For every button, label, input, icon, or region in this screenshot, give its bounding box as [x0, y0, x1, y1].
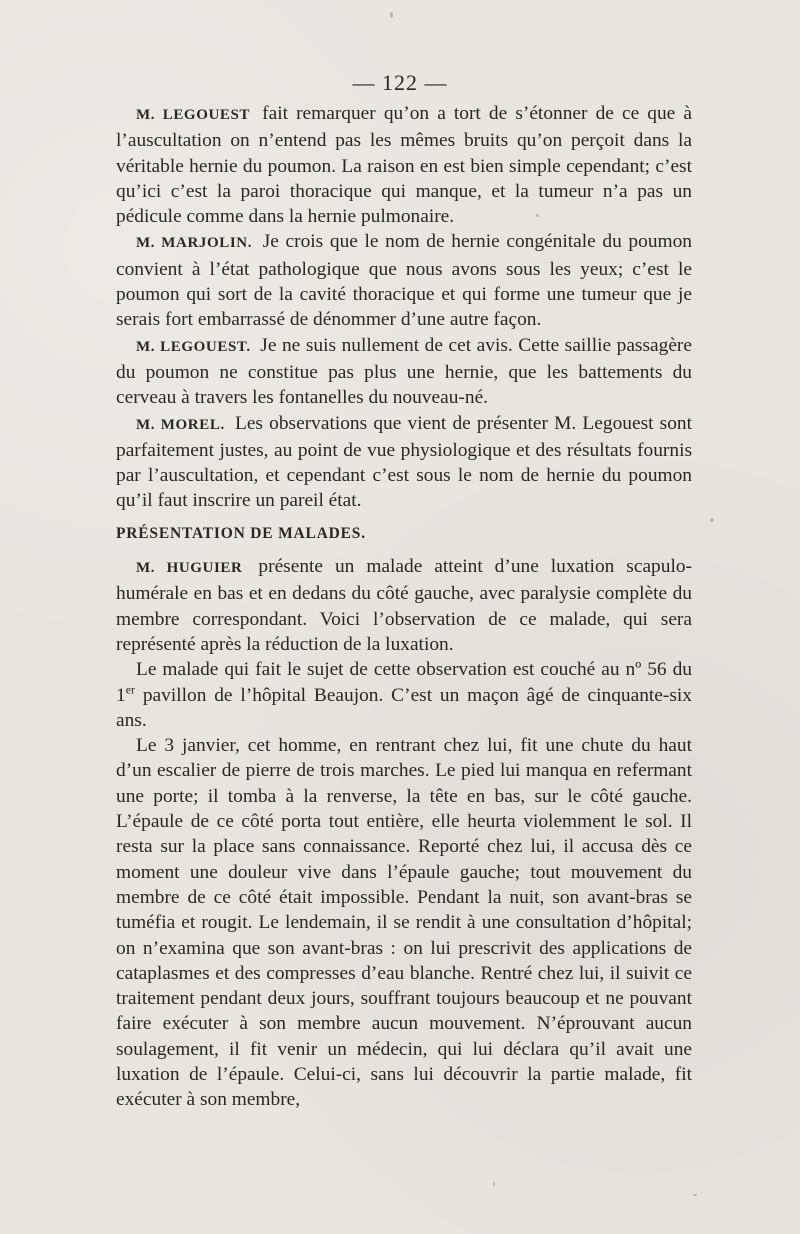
paper-speck [493, 1182, 495, 1186]
section-title: PRÉSENTATION DE MALADES. [116, 524, 366, 542]
paragraph-marjolin [116, 229, 692, 332]
paragraph-legouest-2 [116, 333, 692, 411]
paragraph-text: présente un malade atteint d’une luxation scapulo-humérale en bas et en dedans du côté gauche, avec paralysie complète du membre correspondant. Voici l’observation de ce malade, qui sera représenté après la réduction de la luxation. [116, 556, 692, 655]
paragraph-text: Je crois que le nom de hernie congénitale du poumon convient à l’état pathologique que nous avons sous les yeux; c’est le poumon qui sort de la cavité thoracique et qui forme une tumeur que je serais fort embarrassé de dénommer d’une autre façon. [116, 231, 692, 331]
paragraph-text: Le malade qui fait le sujet de cette observation est couché au nº 56 du 1 [116, 659, 692, 706]
paragraph-case-history [116, 733, 692, 1112]
paragraph-text: fait remarquer qu’on a tort de s’étonner de ce que à l’auscultation on n’entend pas les mêmes bruits qu’on perçoit dans la véritable hernie du poumon. La raison en est bien simple cependant; c’est qu’ici c’est la paroi thoracique qui manque, et la tumeur n’a pas un pédicule comme dans la hernie pulmonaire. [116, 103, 692, 228]
speaker-huguier: M. HUGUIER [136, 560, 243, 577]
page-number: — 122 — [352, 70, 448, 95]
speaker-marjolin: M. MARJOLIN. [136, 235, 253, 252]
paper-speck [390, 12, 393, 18]
paper-speck [693, 1194, 697, 1196]
page-content [116, 101, 692, 1113]
paragraph-text: Les observations que vient de présenter M. Legouest sont parfaitement justes, au point de vue physiologique et des résultats fournis par l’auscultation, et cependant c’est sous le nom de hernie du poumon qu’il faut inscrire un pareil état. [116, 412, 692, 512]
speaker-legouest: M. LEGOUEST. [136, 338, 251, 355]
paragraph-text: Je ne suis nullement de cet avis. Cette saillie passagère du poumon ne constitue pas plus une hernie, que les battements du cerveau à travers les fontanelles du nouveau-né. [116, 334, 692, 409]
paragraph-huguier [116, 554, 692, 657]
paragraph-text: pavillon de l’hôpital Beaujon. C’est un maçon âgé de cinquante-six ans. [116, 684, 692, 731]
paper-speck [536, 214, 539, 217]
speaker-morel: M. MOREL. [136, 416, 225, 433]
paragraph-text: Le 3 janvier, cet homme, en rentrant chez lui, fit une chute du haut d’un escalier de pierre de trois marches. Le pied lui manqua en refermant une porte; il tomba à la renverse, la tête en bas, sur le côté gauche. L’épaule de ce côté porta tout entière, elle heurta violemment le sol. Il resta sur la place sans connaissance. Reporté chez lui, il accusa dès ce moment une douleur vive dans l’épaule gauche; tout mouvement du membre de ce côté était impossible. Pendant la nuit, son avant-bras se tuméfia et rougit. Le lendemain, il se rendit à une consultation d’hôpital; on n’examina que son avant-bras : on lui prescrivit des applications de cataplasmes et des compresses d’eau blanche. Rentré chez lui, il suivit ce traitement pendant deux jours, souffrant toujours beaucoup et ne pouvant faire exécuter à son membre aucun mouvement. N’éprouvant aucun soulagement, il fit venir un médecin, qui lui déclara qu’il avait une luxation de l’épaule. Celui-ci, sans lui découvrir la partie malade, fit exécuter à son membre, [116, 735, 692, 1111]
superscript-er: er [125, 682, 136, 697]
paragraph-legouest-1 [116, 101, 692, 229]
paragraph-morel [116, 411, 692, 514]
speaker-legouest: M. LEGOUEST [136, 107, 251, 123]
paragraph-patient-intro [116, 657, 692, 733]
paper-speck [710, 518, 714, 522]
